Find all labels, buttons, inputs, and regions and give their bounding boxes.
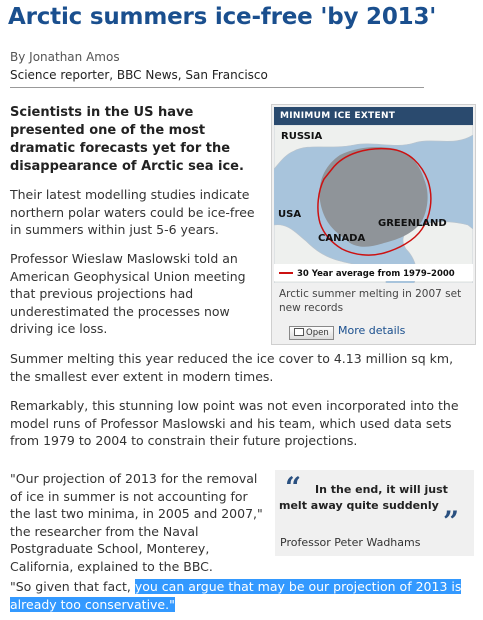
article-paragraph: Summer melting this year reduced the ice cover to 4.13 million sq km, the smallest ever extent in modern times. [10, 351, 454, 384]
article-paragraph-selected [10, 578, 476, 613]
map-label-canada: CANADA [318, 233, 366, 244]
arctic-map-image[interactable] [274, 125, 473, 283]
map-caption: Arctic summer melting in 2007 set new records [279, 288, 462, 314]
ice-extent-map-box [271, 104, 476, 345]
article-paragraph: Remarkably, this stunning low point was not even incorporated into the model runs of Professor Maslowski and his team, which used data sets from 1979 to 2004 to constrain their future projections. [10, 398, 459, 449]
open-button-label: Open [306, 328, 329, 338]
more-details-link[interactable]: More details [338, 324, 406, 337]
byline [10, 48, 268, 84]
pull-quote-box [275, 470, 474, 556]
article-headline: Arctic summers ice-free 'by 2013' [8, 4, 437, 30]
pull-quote-attribution: Professor Peter Wadhams [280, 536, 421, 549]
open-quote-icon: “ [285, 471, 302, 504]
open-window-icon [294, 328, 304, 336]
author-role: Science reporter, BBC News, San Francisco [10, 68, 268, 82]
lead-paragraph: Scientists in the US have presented one of the most dramatic forecasts yet for the disappearance of Arctic sea ice. [10, 105, 244, 174]
map-label-greenland: GREENLAND [378, 218, 447, 229]
article-paragraph: Professor Wieslaw Maslowski told an American Geophysical Union meeting that previous projections had underestimated the processes now driving ice loss. [10, 251, 246, 337]
author-name: By Jonathan Amos [10, 50, 120, 64]
article-paragraph: Their latest modelling studies indicate northern polar waters could be ice-free in summers within just 5-6 years. [10, 187, 255, 238]
map-heading: MINIMUM ICE EXTENT [274, 107, 473, 125]
article-paragraph: "Our projection of 2013 for the removal of ice in summer is not accounting for the last two minima, in 2005 and 2007," the researcher from the Naval Postgraduate School, Monterey, California, explained to the BBC. [10, 471, 263, 574]
map-label-usa: USA [278, 209, 302, 220]
legend-text: 30 Year average from 1979–2000 [297, 269, 455, 279]
pull-quote-text: In the end, it will just melt away quite suddenly [279, 483, 448, 512]
open-button[interactable] [289, 326, 334, 340]
selected-text[interactable]: you can argue that may be our projection of 2013 is already too conservative." [10, 579, 462, 612]
plain-text: "So given that fact, [10, 579, 135, 594]
byline-divider [10, 87, 424, 88]
close-quote-icon: ” [443, 505, 460, 538]
map-label-russia: RUSSIA [281, 131, 323, 142]
